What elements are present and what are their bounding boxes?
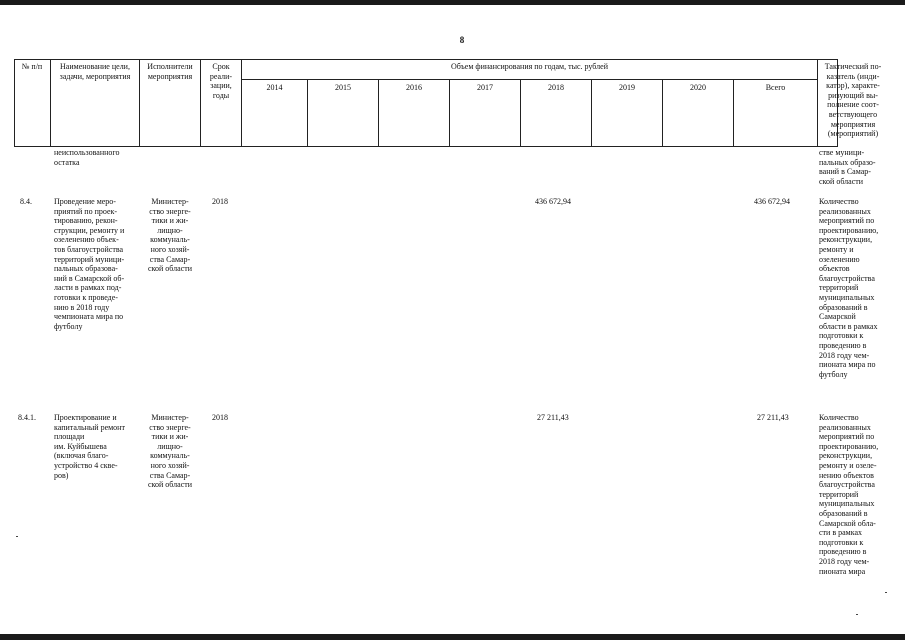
scan-top-edge [0,0,905,5]
header-executors: Исполнители мероприятия [147,62,193,81]
row-value-2018: 436 672,94 [535,197,571,206]
row-number: 8.4. [20,197,32,206]
row-term: 2018 [212,197,228,206]
row-executor: Министер- ство энерге- тики и жи- лищно- коммуналь- ного хозяй- ства Самар- ской области [147,413,193,490]
header-year-2020: 2020 [690,83,706,92]
row-value-2018: 27 211,43 [537,413,569,422]
header-total: Всего [765,83,786,92]
row-indicator: Количество реализованных мероприятий по проектированию, реконструкции, ремонту и озеле- нению объектов благоустройства территорий муниципальных образований в Самарской обла- сти в рамках подготовки к проведению в 2018 году чем- пионата мира [819,413,879,576]
row-name: Проектирование и капитальный ремонт площади им. Куйбышева (включая благо- устройство 4 скве- ров) [54,413,125,480]
years-divider-line [241,79,817,80]
header-finance-title: Объем финансирования по годам, тыс. рублей [451,62,608,71]
page-number: 8 [459,35,465,45]
header-indicator: Тактический по- казатель (инди- катор), характе- ризующий вы- полнение соот- ветствующего мероприятия (мероприятий) [824,62,882,139]
header-year-2019: 2019 [619,83,635,92]
header-year-2018: 2018 [548,83,564,92]
header-term: Срок реали- зации, годы [209,62,233,100]
carryover-name: неиспользованного остатка [54,148,120,167]
header-num: № п/п [21,62,43,71]
header-year-2016: 2016 [406,83,422,92]
scan-bottom-edge [0,634,905,640]
col-divider [241,59,242,147]
row-number: 8.4.1. [18,413,36,422]
table-left-border [14,59,15,147]
scan-speck [885,592,887,593]
row-value-total: 27 211,43 [757,413,789,422]
carryover-indicator: стве муници- пальных образо- ваний в Самар- ской области [819,148,876,186]
header-bottom-border [14,146,837,147]
header-year-2015: 2015 [335,83,351,92]
header-year-2014: 2014 [266,83,283,92]
row-executor: Министер- ство энерге- тики и жи- лищно- коммуналь- ного хозяй- ства Самар- ской области [147,197,193,274]
row-name: Проведение меро- приятий по проек- тированию, рекон- струкции, ремонту и озеленению объек- тов благоустройства территорий муници- пальных образова- ний в Самарской об- ласти в рамках под- готовки к проведе- нию в 2018 году чемпионата мира по футболу [54,197,125,331]
header-year-2017: 2017 [477,83,493,92]
scan-speck [856,614,858,615]
table-top-border [14,59,837,60]
header-name: Наименование цели, задачи, мероприятия [59,62,131,81]
scan-speck [16,536,18,537]
row-indicator: Количество реализованных мероприятий по проектированию, реконструкции, ремонту и озеленению объектов благоустройства территорий муниципальных образований в Самарской области в рамках подготовки к проведению в 2018 году чем- пионата мира по футболу [819,197,879,379]
row-term: 2018 [212,413,228,422]
row-value-total: 436 672,94 [754,197,790,206]
